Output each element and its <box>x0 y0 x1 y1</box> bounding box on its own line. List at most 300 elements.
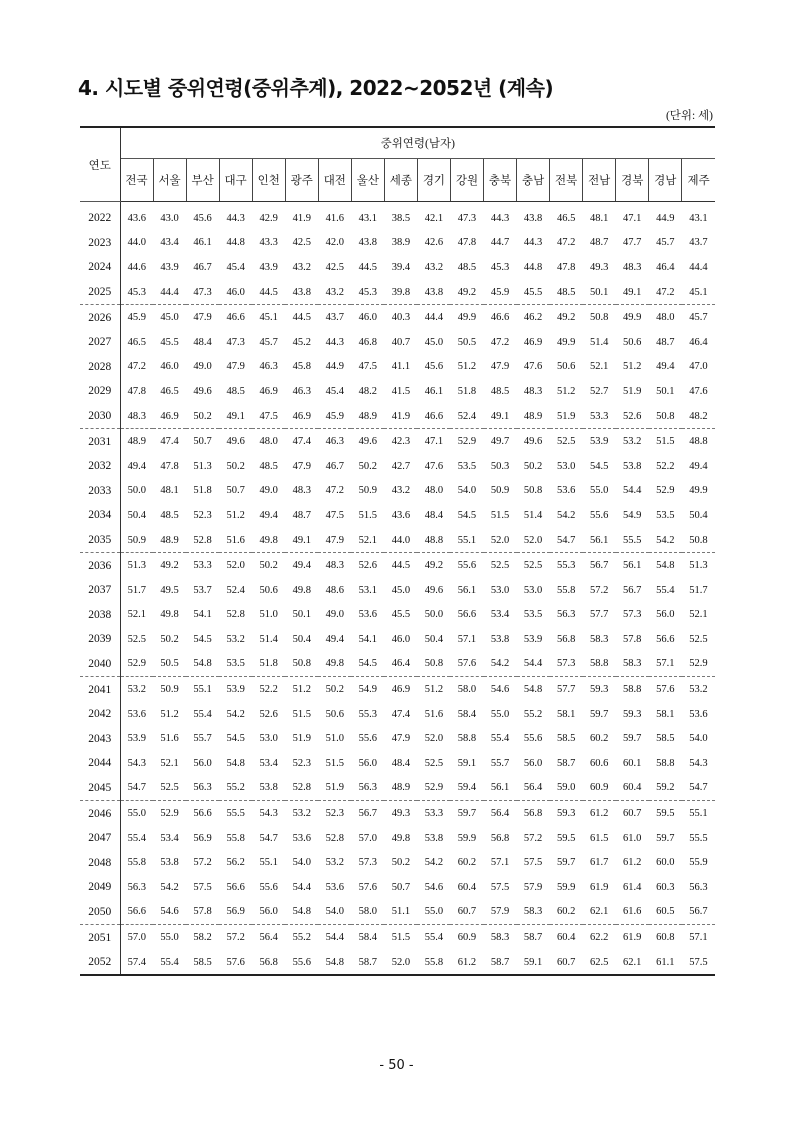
value-cell: 51.4 <box>523 509 543 521</box>
value-cell: 48.2 <box>358 385 378 397</box>
value-cell: 50.2 <box>226 460 245 472</box>
value-cell: 50.4 <box>424 633 444 645</box>
year-cell: 2052 <box>80 950 120 976</box>
value-cell: 51.3 <box>193 460 212 472</box>
table-row <box>80 578 715 603</box>
value-cell: 58.5 <box>186 950 219 976</box>
value-cell: 43.8 <box>358 237 378 249</box>
value-cell: 58.8 <box>583 652 616 677</box>
value-cell: 56.0 <box>656 609 675 621</box>
value-cell: 54.5 <box>457 509 477 521</box>
value-cell: 57.7 <box>556 684 576 696</box>
value-cell: 57.1 <box>457 633 477 645</box>
value-cell: 52.9 <box>120 652 153 677</box>
value-cell: 49.2 <box>450 280 483 305</box>
value-cell: 48.7 <box>589 237 609 249</box>
value-cell: 51.6 <box>219 528 252 553</box>
value-cell: 58.1 <box>556 708 576 720</box>
value-cell: 50.7 <box>226 485 245 497</box>
year-header: 연도 <box>80 127 120 202</box>
value-cell: 47.5 <box>252 404 285 429</box>
value-cell: 56.3 <box>127 881 146 893</box>
table-row <box>80 355 715 380</box>
value-cell: 55.0 <box>490 708 510 720</box>
value-cell: 51.3 <box>689 560 708 572</box>
value-cell: 51.0 <box>325 733 344 745</box>
value-cell: 50.2 <box>186 404 219 429</box>
value-cell: 57.9 <box>523 881 543 893</box>
value-cell: 52.5 <box>523 560 543 572</box>
value-cell: 51.2 <box>623 361 642 373</box>
value-cell: 40.7 <box>391 336 411 348</box>
page-title: 4. 시도별 중위연령(중위추계), 2022~2052년 (계속) <box>78 76 554 100</box>
unit-label: (단위: 세) <box>665 110 713 122</box>
year-cell: 2023 <box>80 231 120 256</box>
column-header: 전북 <box>550 159 583 202</box>
value-cell: 51.6 <box>424 708 444 720</box>
value-cell: 52.9 <box>682 652 715 677</box>
value-cell: 50.5 <box>153 652 186 677</box>
value-cell: 59.0 <box>550 776 583 801</box>
column-header: 경북 <box>616 159 649 202</box>
value-cell: 58.3 <box>589 633 609 645</box>
value-cell: 54.0 <box>457 485 477 497</box>
value-cell: 41.5 <box>391 385 411 397</box>
value-cell: 54.0 <box>318 900 351 925</box>
value-cell: 56.6 <box>457 609 477 621</box>
value-cell: 58.2 <box>193 932 212 944</box>
value-cell: 52.9 <box>457 436 477 448</box>
value-cell: 47.4 <box>292 436 311 448</box>
value-cell: 41.9 <box>384 404 417 429</box>
value-cell: 49.9 <box>623 312 642 324</box>
value-cell: 52.0 <box>384 950 417 976</box>
value-cell: 43.7 <box>689 237 708 249</box>
value-cell: 48.5 <box>550 280 583 305</box>
value-cell: 51.5 <box>325 757 344 769</box>
value-cell: 53.8 <box>623 460 642 472</box>
value-cell: 41.9 <box>292 212 311 224</box>
value-cell: 59.2 <box>649 776 682 801</box>
value-cell: 49.9 <box>689 485 708 497</box>
value-cell: 45.6 <box>424 361 444 373</box>
table-row <box>80 726 715 751</box>
value-cell: 51.2 <box>457 361 477 373</box>
value-cell: 55.8 <box>127 857 146 869</box>
value-cell: 52.8 <box>325 832 344 844</box>
table-row <box>80 330 715 355</box>
value-cell: 51.5 <box>358 509 378 521</box>
value-cell: 46.0 <box>160 361 179 373</box>
value-cell: 49.8 <box>318 652 351 677</box>
value-cell: 54.4 <box>325 932 344 944</box>
median-age-table <box>80 126 715 976</box>
value-cell: 58.0 <box>351 900 384 925</box>
value-cell: 54.5 <box>226 733 245 745</box>
value-cell: 61.9 <box>623 932 642 944</box>
value-cell: 55.9 <box>689 857 708 869</box>
value-cell: 47.9 <box>193 312 212 324</box>
value-cell: 56.4 <box>490 808 510 820</box>
value-cell: 51.9 <box>550 404 583 429</box>
value-cell: 53.2 <box>325 857 344 869</box>
value-cell: 59.5 <box>556 832 576 844</box>
value-cell: 44.4 <box>153 280 186 305</box>
value-cell: 58.3 <box>517 900 550 925</box>
value-cell: 55.1 <box>193 684 212 696</box>
value-cell: 42.0 <box>325 237 344 249</box>
value-cell: 50.1 <box>583 280 616 305</box>
value-cell: 57.0 <box>358 832 378 844</box>
group-header: 중위연령(남자) <box>120 127 715 159</box>
value-cell: 50.6 <box>556 361 576 373</box>
value-cell: 55.5 <box>616 528 649 553</box>
value-cell: 42.5 <box>325 261 344 273</box>
value-cell: 50.9 <box>160 684 179 696</box>
value-cell: 55.4 <box>153 950 186 976</box>
value-cell: 50.9 <box>358 485 378 497</box>
value-cell: 45.3 <box>351 280 384 305</box>
value-cell: 49.0 <box>193 361 212 373</box>
value-cell: 40.3 <box>391 312 411 324</box>
value-cell: 46.5 <box>556 212 576 224</box>
value-cell: 59.3 <box>556 808 576 820</box>
value-cell: 52.0 <box>424 733 444 745</box>
year-cell: 2026 <box>80 305 120 330</box>
value-cell: 54.2 <box>556 509 576 521</box>
value-cell: 59.7 <box>623 733 642 745</box>
year-cell: 2034 <box>80 503 120 528</box>
value-cell: 59.4 <box>450 776 483 801</box>
value-cell: 52.8 <box>285 776 318 801</box>
value-cell: 54.1 <box>358 633 378 645</box>
value-cell: 54.2 <box>160 881 179 893</box>
value-cell: 42.6 <box>424 237 444 249</box>
value-cell: 43.9 <box>160 261 179 273</box>
column-header: 충북 <box>484 159 517 202</box>
value-cell: 54.3 <box>127 757 146 769</box>
value-cell: 57.6 <box>656 684 675 696</box>
value-cell: 57.1 <box>490 857 510 869</box>
value-cell: 38.5 <box>391 212 411 224</box>
value-cell: 43.1 <box>358 212 378 224</box>
value-cell: 48.9 <box>153 528 186 553</box>
value-cell: 45.7 <box>689 312 708 324</box>
value-cell: 43.3 <box>259 237 278 249</box>
value-cell: 61.4 <box>623 881 642 893</box>
value-cell: 47.1 <box>424 436 444 448</box>
value-cell: 51.4 <box>259 633 278 645</box>
value-cell: 51.0 <box>259 609 278 621</box>
value-cell: 52.9 <box>656 485 675 497</box>
value-cell: 46.5 <box>127 336 146 348</box>
value-cell: 55.4 <box>424 932 444 944</box>
column-header: 전남 <box>583 159 616 202</box>
value-cell: 49.6 <box>523 436 543 448</box>
value-cell: 50.6 <box>623 336 642 348</box>
value-cell: 55.3 <box>556 560 576 572</box>
value-cell: 58.1 <box>656 708 675 720</box>
value-cell: 50.2 <box>391 857 411 869</box>
column-header: 전국 <box>120 159 153 202</box>
value-cell: 54.8 <box>285 900 318 925</box>
value-cell: 54.6 <box>153 900 186 925</box>
value-cell: 57.0 <box>127 932 146 944</box>
value-cell: 50.0 <box>127 485 146 497</box>
value-cell: 49.2 <box>556 312 576 324</box>
value-cell: 48.1 <box>160 485 179 497</box>
value-cell: 45.3 <box>490 261 510 273</box>
value-cell: 39.8 <box>384 280 417 305</box>
value-cell: 54.5 <box>351 652 384 677</box>
value-cell: 58.5 <box>556 733 576 745</box>
value-cell: 46.1 <box>193 237 212 249</box>
value-cell: 56.3 <box>186 776 219 801</box>
year-cell: 2032 <box>80 454 120 479</box>
value-cell: 46.8 <box>358 336 378 348</box>
value-cell: 45.2 <box>292 336 311 348</box>
table-row <box>80 553 715 578</box>
value-cell: 44.8 <box>523 261 543 273</box>
value-cell: 46.3 <box>325 436 344 448</box>
value-cell: 48.5 <box>490 385 510 397</box>
value-cell: 54.3 <box>689 757 708 769</box>
value-cell: 52.2 <box>656 460 675 472</box>
column-header: 울산 <box>351 159 384 202</box>
value-cell: 45.5 <box>517 280 550 305</box>
value-cell: 54.9 <box>623 509 642 521</box>
value-cell: 46.4 <box>656 261 675 273</box>
table-row <box>80 255 715 280</box>
value-cell: 49.4 <box>127 460 146 472</box>
value-cell: 53.2 <box>226 633 245 645</box>
value-cell: 60.8 <box>656 932 675 944</box>
value-cell: 46.5 <box>160 385 179 397</box>
value-cell: 46.4 <box>384 652 417 677</box>
value-cell: 47.6 <box>689 385 708 397</box>
value-cell: 51.5 <box>391 932 411 944</box>
value-cell: 57.8 <box>623 633 642 645</box>
value-cell: 51.2 <box>424 684 444 696</box>
value-cell: 52.5 <box>127 633 146 645</box>
value-cell: 53.4 <box>160 832 179 844</box>
value-cell: 58.4 <box>358 932 378 944</box>
value-cell: 60.7 <box>450 900 483 925</box>
value-cell: 55.1 <box>259 857 278 869</box>
value-cell: 52.4 <box>450 404 483 429</box>
value-cell: 42.3 <box>391 436 411 448</box>
value-cell: 48.9 <box>517 404 550 429</box>
year-cell: 2027 <box>80 330 120 355</box>
value-cell: 56.4 <box>517 776 550 801</box>
year-cell: 2030 <box>80 404 120 429</box>
value-cell: 61.7 <box>589 857 609 869</box>
value-cell: 59.7 <box>556 857 576 869</box>
value-cell: 57.1 <box>689 932 708 944</box>
table-row <box>80 751 715 776</box>
value-cell: 55.4 <box>193 708 212 720</box>
value-cell: 44.4 <box>424 312 444 324</box>
value-cell: 43.7 <box>325 312 344 324</box>
value-cell: 53.6 <box>358 609 378 621</box>
value-cell: 48.5 <box>457 261 477 273</box>
year-cell: 2047 <box>80 826 120 851</box>
value-cell: 55.2 <box>219 776 252 801</box>
value-cell: 45.1 <box>259 312 278 324</box>
value-cell: 58.3 <box>616 652 649 677</box>
value-cell: 52.8 <box>186 528 219 553</box>
value-cell: 62.1 <box>616 950 649 976</box>
value-cell: 52.6 <box>616 404 649 429</box>
value-cell: 54.9 <box>358 684 378 696</box>
value-cell: 53.1 <box>358 584 378 596</box>
value-cell: 48.8 <box>417 528 450 553</box>
value-cell: 54.8 <box>523 684 543 696</box>
value-cell: 43.8 <box>285 280 318 305</box>
value-cell: 53.8 <box>490 633 510 645</box>
year-cell: 2024 <box>80 255 120 280</box>
value-cell: 56.1 <box>484 776 517 801</box>
value-cell: 52.6 <box>358 560 378 572</box>
value-cell: 52.5 <box>490 560 510 572</box>
value-cell: 56.7 <box>623 584 642 596</box>
value-cell: 56.8 <box>490 832 510 844</box>
value-cell: 60.3 <box>656 881 675 893</box>
year-cell: 2022 <box>80 202 120 231</box>
value-cell: 60.4 <box>616 776 649 801</box>
value-cell: 46.6 <box>490 312 510 324</box>
value-cell: 47.2 <box>490 336 510 348</box>
value-cell: 57.5 <box>490 881 510 893</box>
table-row <box>80 404 715 429</box>
value-cell: 55.6 <box>523 733 543 745</box>
value-cell: 50.6 <box>325 708 344 720</box>
value-cell: 52.5 <box>153 776 186 801</box>
value-cell: 45.9 <box>127 312 146 324</box>
value-cell: 53.5 <box>219 652 252 677</box>
value-cell: 61.2 <box>450 950 483 976</box>
table-row <box>80 801 715 826</box>
value-cell: 38.9 <box>391 237 411 249</box>
value-cell: 44.5 <box>391 560 411 572</box>
value-cell: 53.3 <box>193 560 212 572</box>
value-cell: 55.4 <box>127 832 146 844</box>
value-cell: 44.3 <box>226 212 245 224</box>
year-cell: 2040 <box>80 652 120 677</box>
value-cell: 50.2 <box>160 633 179 645</box>
table-row <box>80 454 715 479</box>
value-cell: 43.2 <box>292 261 311 273</box>
value-cell: 57.9 <box>484 900 517 925</box>
table-row <box>80 875 715 900</box>
value-cell: 51.7 <box>689 584 708 596</box>
value-cell: 49.3 <box>391 808 411 820</box>
value-cell: 53.7 <box>193 584 212 596</box>
value-cell: 51.7 <box>127 584 146 596</box>
value-cell: 50.8 <box>285 652 318 677</box>
value-cell: 45.4 <box>325 385 344 397</box>
value-cell: 50.3 <box>490 460 510 472</box>
value-cell: 42.9 <box>259 212 278 224</box>
value-cell: 45.6 <box>193 212 212 224</box>
value-cell: 57.6 <box>219 950 252 976</box>
value-cell: 54.7 <box>550 528 583 553</box>
value-cell: 54.0 <box>292 857 311 869</box>
value-cell: 57.6 <box>358 881 378 893</box>
value-cell: 58.3 <box>490 932 510 944</box>
value-cell: 55.7 <box>490 757 510 769</box>
table-row <box>80 826 715 851</box>
value-cell: 49.4 <box>259 509 278 521</box>
value-cell: 57.2 <box>589 584 609 596</box>
table-row <box>80 950 715 976</box>
value-cell: 54.8 <box>656 560 675 572</box>
value-cell: 44.5 <box>292 312 311 324</box>
table-row <box>80 925 715 950</box>
value-cell: 61.5 <box>589 832 609 844</box>
value-cell: 60.1 <box>623 757 642 769</box>
value-cell: 47.6 <box>523 361 543 373</box>
value-cell: 47.2 <box>127 361 146 373</box>
value-cell: 49.6 <box>226 436 245 448</box>
value-cell: 45.8 <box>292 361 311 373</box>
value-cell: 47.5 <box>325 509 344 521</box>
value-cell: 49.8 <box>292 584 311 596</box>
value-cell: 46.7 <box>325 460 344 472</box>
value-cell: 43.8 <box>523 212 543 224</box>
value-cell: 47.7 <box>623 237 642 249</box>
value-cell: 53.5 <box>523 609 543 621</box>
value-cell: 60.0 <box>656 857 675 869</box>
value-cell: 48.7 <box>292 509 311 521</box>
value-cell: 54.4 <box>623 485 642 497</box>
value-cell: 45.0 <box>391 584 411 596</box>
year-cell: 2033 <box>80 479 120 504</box>
value-cell: 48.3 <box>623 261 642 273</box>
value-cell: 50.2 <box>325 684 344 696</box>
value-cell: 54.2 <box>484 652 517 677</box>
value-cell: 54.8 <box>318 950 351 976</box>
value-cell: 49.1 <box>285 528 318 553</box>
value-cell: 55.4 <box>656 584 675 596</box>
value-cell: 58.7 <box>523 932 543 944</box>
value-cell: 53.5 <box>656 509 675 521</box>
value-cell: 55.6 <box>259 881 278 893</box>
value-cell: 51.8 <box>252 652 285 677</box>
value-cell: 56.6 <box>656 633 675 645</box>
table-row <box>80 900 715 925</box>
value-cell: 53.6 <box>292 832 311 844</box>
value-cell: 60.7 <box>623 808 642 820</box>
value-cell: 49.3 <box>589 261 609 273</box>
value-cell: 49.2 <box>424 560 444 572</box>
value-cell: 44.5 <box>358 261 378 273</box>
column-header: 세종 <box>384 159 417 202</box>
value-cell: 60.9 <box>583 776 616 801</box>
value-cell: 59.1 <box>457 757 477 769</box>
table-row <box>80 677 715 702</box>
value-cell: 48.1 <box>589 212 609 224</box>
value-cell: 60.2 <box>457 857 477 869</box>
value-cell: 61.2 <box>589 808 609 820</box>
value-cell: 51.2 <box>292 684 311 696</box>
column-header: 강원 <box>450 159 483 202</box>
value-cell: 46.4 <box>689 336 708 348</box>
value-cell: 56.7 <box>358 808 378 820</box>
value-cell: 45.7 <box>259 336 278 348</box>
value-cell: 55.1 <box>450 528 483 553</box>
value-cell: 48.3 <box>292 485 311 497</box>
